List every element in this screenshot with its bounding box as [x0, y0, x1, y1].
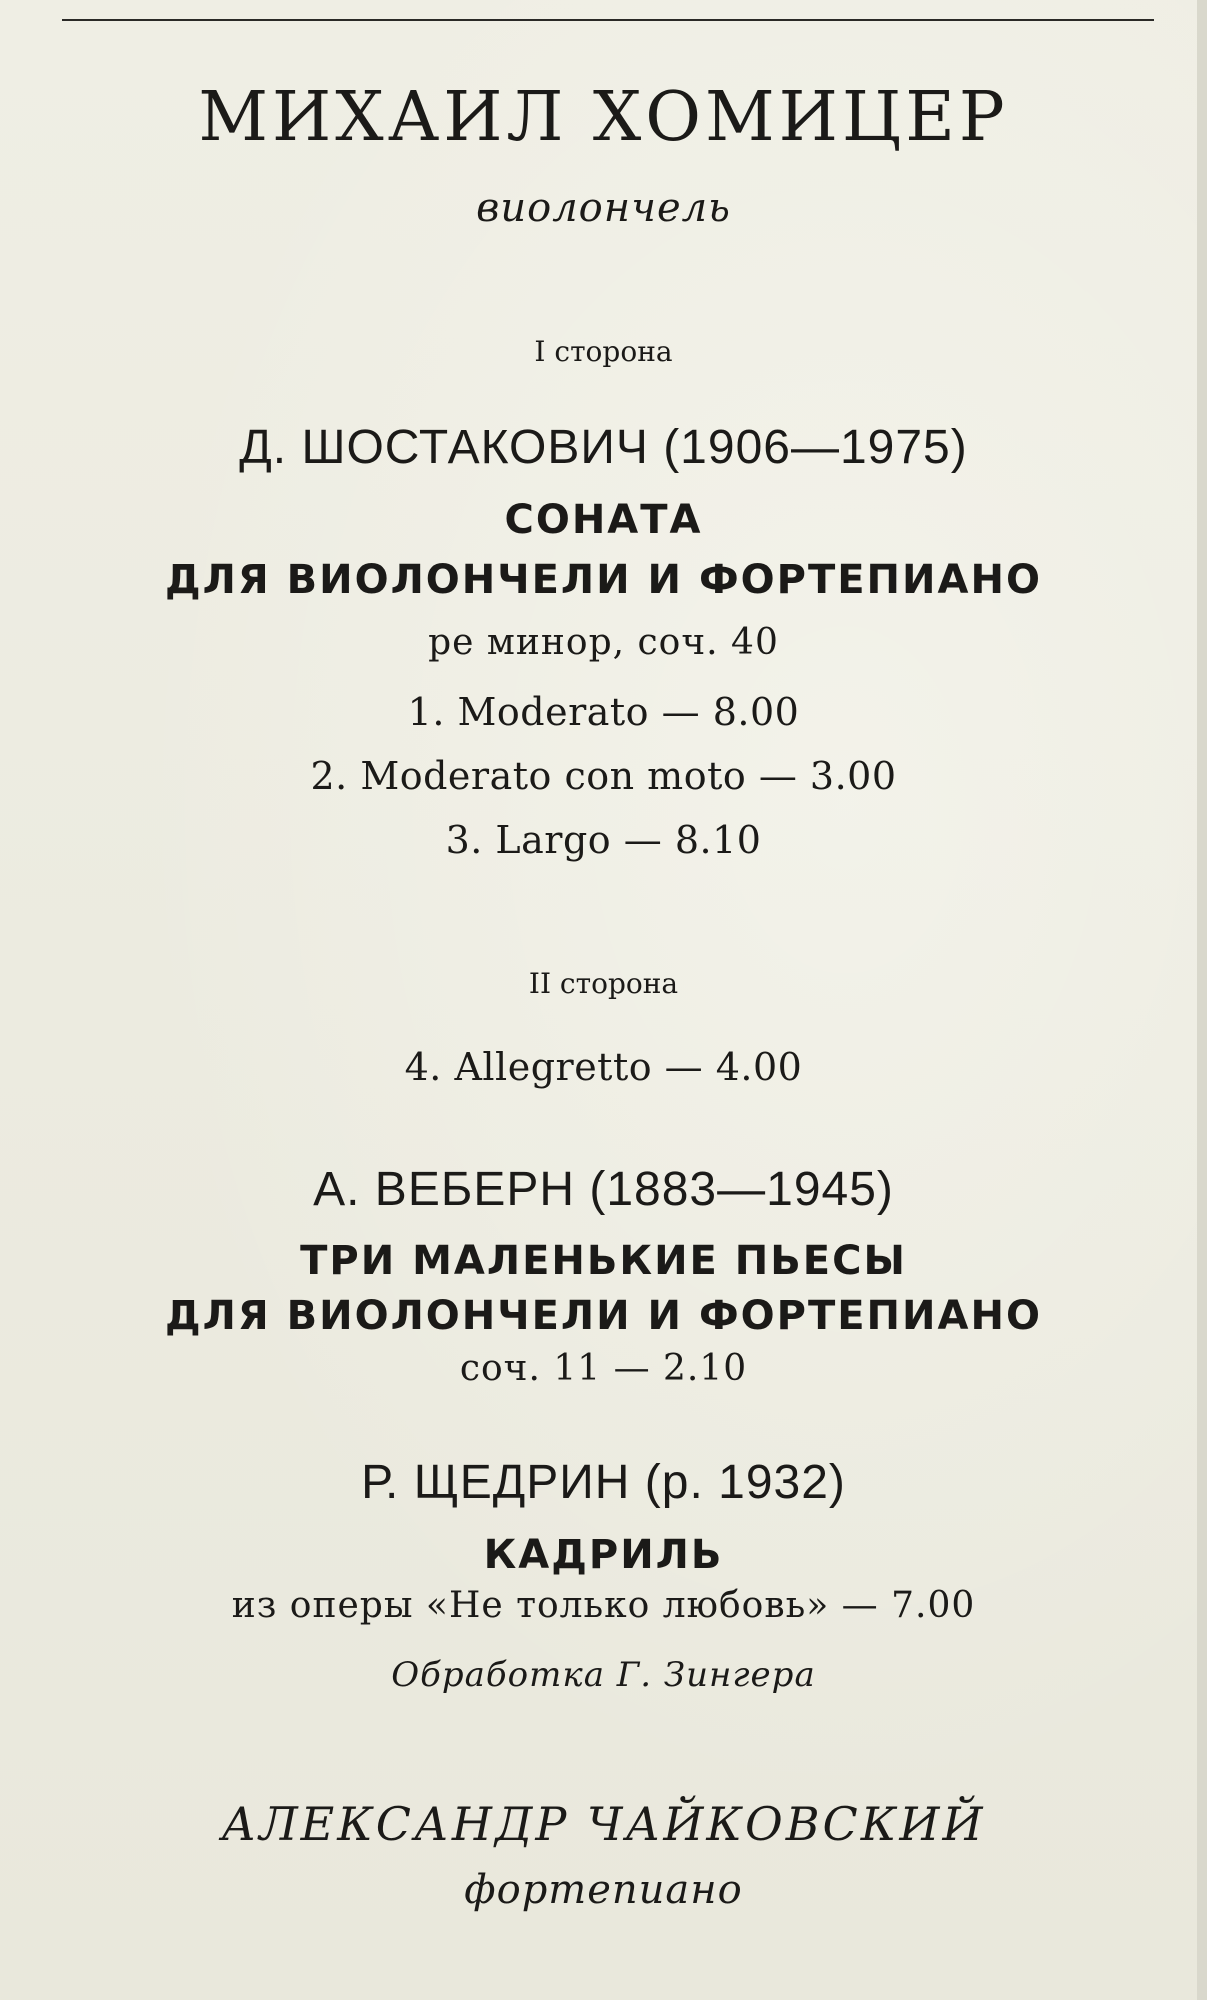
shchedrin-arranger: Обработка Г. Зингера — [391, 1655, 816, 1695]
webern-opus: соч. 11 — 2.10 — [459, 1348, 748, 1389]
top-divider — [62, 19, 1154, 21]
artist-instrument: виолончель — [476, 185, 731, 231]
track-2: 2. Moderato con moto — 3.00 — [310, 754, 897, 798]
work-subtitle-sonata: ДЛЯ ВИОЛОНЧЕЛИ И ФОРТЕПИАНО — [165, 557, 1042, 603]
shchedrin-source: из оперы «Не только любовь» — 7.00 — [231, 1585, 976, 1626]
pianist-instrument: фортепиано — [464, 1867, 743, 1913]
track-3: 3. Largo — 8.10 — [445, 818, 762, 862]
webern-title-line2: ДЛЯ ВИОЛОНЧЕЛИ И ФОРТЕПИАНО — [165, 1293, 1042, 1339]
work-key: ре минор, соч. 40 — [428, 622, 779, 663]
composer-shostakovich: Д. ШОСТАКОВИЧ (1906—1975) — [239, 421, 968, 474]
composer-webern: А. ВЕБЕРН (1883—1945) — [313, 1163, 894, 1216]
side-one-label: I сторона — [534, 335, 673, 368]
adjacent-page-edge — [1197, 0, 1207, 2000]
composer-shchedrin: Р. ЩЕДРИН (р. 1932) — [361, 1456, 846, 1509]
track-4: 4. Allegretto — 4.00 — [404, 1045, 803, 1089]
work-title-sonata: СОНАТА — [504, 497, 703, 543]
side-two-label: II сторона — [528, 967, 679, 1000]
track-1: 1. Moderato — 8.00 — [407, 690, 800, 734]
shchedrin-title: КАДРИЛЬ — [483, 1532, 724, 1578]
webern-title-line1: ТРИ МАЛЕНЬКИЕ ПЬЕСЫ — [300, 1238, 907, 1284]
artist-name: МИХАИЛ ХОМИЦЕР — [198, 78, 1009, 157]
pianist-name: АЛЕКСАНДР ЧАЙКОВСКИЙ — [221, 1797, 986, 1851]
